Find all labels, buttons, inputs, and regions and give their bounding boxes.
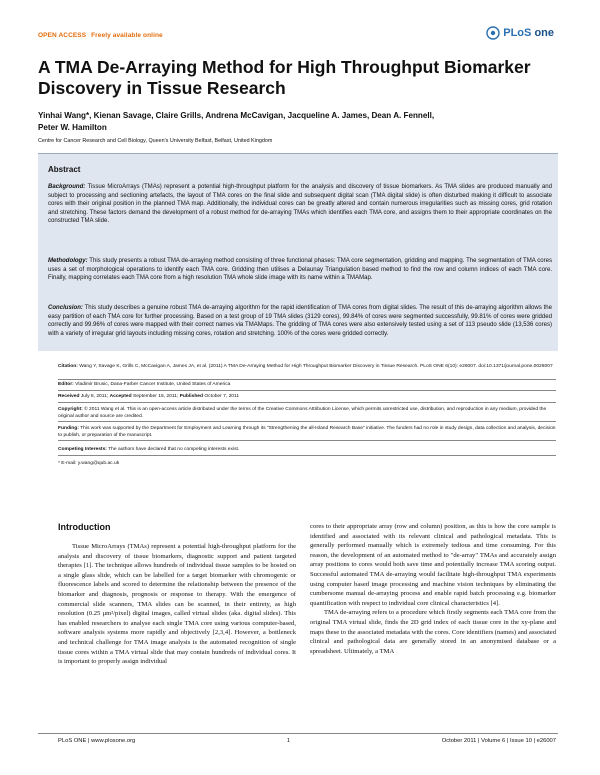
abstract-methodology [48,257,552,283]
divider [58,402,556,403]
author-line-2: Peter W. Hamilton [38,123,107,132]
competing-label: Competing Interests: [58,447,107,452]
footer-divider [38,733,558,734]
methodology-lead: Methodology: [48,258,88,264]
background-lead: Background: [48,184,86,190]
divider [58,379,556,380]
plos-one-logo [486,26,554,40]
funding-text: This work was supported by the Department for Employment and Learning through its "Strengthening the all-Island Research Base" initiative. The funders had no role in study design, data collection and analysis, decision to publish, or preparation of the manuscript. [58,426,556,438]
logo-plos-text: PLoS [503,27,532,39]
citation-label: Citation: [58,364,78,369]
competing-interests [58,446,556,453]
divider [58,440,556,441]
page-footer [58,738,556,744]
freely-available-label: Freely available online [91,32,163,39]
author-line-1: Yinhai Wang*, Kienan Savage, Claire Grills, Andrena McCavigan, Jacqueline A. James, Dean A. Fennell, [38,111,435,120]
conclusion-lead: Conclusion: [48,305,83,311]
logo-one-text: one [534,27,554,39]
corresponding-email[interactable]: * E-mail: y.wang@qub.ac.uk [58,461,120,466]
funding [58,425,556,439]
plos-logo-icon [486,26,500,40]
background-text: Tissue MicroArrays (TMAs) represent a potential high-throughput platform for the analysis and discovery of tissue biomarkers. As TMA slides are produced manually and subject to processing and sectioning artefacts, the layout of TMA cores on the final slide and subsequent digital scan (TMA digital slide) is often disturbed making it difficult to associate cores with their original position in the planned TMA map. Additionally, the individual cores can be greatly altered and contain numerous irregularities such as missing cores, grid rotation and stretching. These factors demand the development of a robust method for de-arraying TMAs which identifies each TMA core, and assigns them to their appropriate coordinates on the constructed TMA slide. [48,184,552,225]
received-date: July 8, 2011; [79,394,110,399]
divider [58,421,556,422]
footer-issue: October 2011 | Volume 6 | Issue 10 | e26007 [441,738,556,744]
divider [58,390,556,391]
introduction-heading: Introduction [58,522,111,532]
published-label: Published [179,394,204,399]
open-access-label: OPEN ACCESS [38,32,87,39]
affiliation: Centre for Cancer Research and Cell Biology, Queen's University Belfast, Belfast, United Kingdom [38,138,273,144]
conclusion-text: This study describes a genuine robust TMA de-arraying algorithm for the rapid identification of TMA cores from digital slides. The result of this de-arraying algorithm allows the easy partition of each TMA core for further processing. Based on a test group of 19 TMA slides (3129 cores), 99.84% of cores were segmented successfully, 99.81% of cores were gridded correctly and 99.96% of cores were mapped with their correct names via TMAMaps. The gridding of TMA cores were also extensively tested using a set of 113 pseudo slide (13,536 cores) with a variety of irregular grid layouts including missing cores, rotation and stretching. 100% of the cores were gridded correctly. [48,305,552,337]
accepted-date: September 15, 2011; [131,394,180,399]
author-list [38,110,568,134]
competing-text: The authors have declared that no competing interests exist. [106,447,240,452]
paragraph: TMA de-arraying refers to a procedure which firstly segments each TMA core from the original TMA virtual slide, finds the 2D grid index of each tissue core in the xy-plane and maps these to the associated metadata with the cores. Core identifiers (names) and associated clinical and pathological data are generally stored in an anonymised database or a spreadsheet. Ultimately, a TMA [310,609,556,655]
abstract-heading: Abstract [48,165,81,174]
abstract-conclusion [48,304,552,338]
footer-journal: PLoS ONE | www.plosone.org [58,738,136,744]
received-label: Received [58,394,80,399]
accepted-label: Accepted [109,394,132,399]
published-date: October 7, 2011 [203,394,240,399]
citation-text: Wang Y, Savage K, Grills C, McCavigan A, James JA, et al. (2011) A TMA De-Arraying Method for High Throughput Biomarker Discovery in Tissue Research. PLoS ONE 6(10): e26007. doi:10.1371/journal.pone.0026007 [77,364,553,369]
footer-page-number: 1 [286,738,291,744]
editor-text: Vladimir Brusic, Dana-Farber Cancer Institute, United States of America [73,382,231,387]
copyright [58,406,556,420]
left-column [58,542,296,667]
copyright-label: Copyright: [58,407,83,412]
copyright-text: © 2011 Wang et al. This is an open-access article distributed under the terms of the Creative Commons Attribution License, which permits unrestricted use, distribution, and reproduction in any medium, provided the original author and source are credited. [58,407,547,419]
abstract-box [38,153,558,351]
divider [58,455,556,456]
abstract-background [48,183,552,226]
editor-label: Editor: [58,382,74,387]
right-column [310,522,556,656]
article-title: A TMA De-Arraying Method for High Throughput Biomarker Discovery in Tissue Research [38,57,531,98]
methodology-text: This study presents a robust TMA de-arraying method consisting of three functional phases: TMA core segmentation, gridding and mapping. The segmentation of TMA cores uses a set of morphological operations to identify each TMA core. Gridding then utilises a Delaunay Triangulation based method to find the row and column indices of each TMA core. Finally, mapping correlates each TMA core from a high resolution TMA whole slide image with its name within a TMAMap. [48,258,552,282]
paragraph: Tissue MicroArrays (TMAs) represent a potential high-throughput platform for the analysis and discovery of tissue biomarkers, diagnostic support and patient targeted therapies [1]. The technique allows hundreds of individual tissue samples to be hosted on a single glass slide, which can be labelled for a target biomarker with chromogenic or fluorescence labels and scored to determine the relationship between the presence of the biomarker and diagnosis, prognosis or response to therapy. With the emergence of commercial slide scanners, TMA slides can be scanned, in their entirety, as high resolution (0.25 μm²/pixel) digital images, called virtual slides (aka. digital slides). This has enabled researchers to analyse each single TMA core using various computer-based, software analysis systems more rapidly and objectively [2,3,4]. However, a bottleneck and technical challenge for TMA image analysis is the automated recognition of single tissue cores within a TMA virtual slide that may contain hundreds of individual cores. It is important to properly assign individual [58,543,296,666]
editor [58,381,556,388]
paragraph: cores to their appropriate array (row and column) position, as this is how the core sample is identified and associated with its relevant clinical and pathological metadata. This is generally performed manually which is extremely tedious and time consuming. For this reason, the development of an automated method to "de-array" TMAs and accurately assign array positions to cores would both save time and potentially increase TMA scoring output. Successful automated TMA de-arraying would facilitate high-throughput TMA experiments using computer based image processing and machine vision techniques by eliminating the cumbersome manual de-arraying process and enable rapid batch processing e.g. biomarker quantification with respect to individual core clinical characteristics [4]. [310,523,556,607]
open-access-banner [38,32,163,39]
citation [58,363,556,370]
funding-label: Funding: [58,426,79,431]
dates [58,393,556,400]
